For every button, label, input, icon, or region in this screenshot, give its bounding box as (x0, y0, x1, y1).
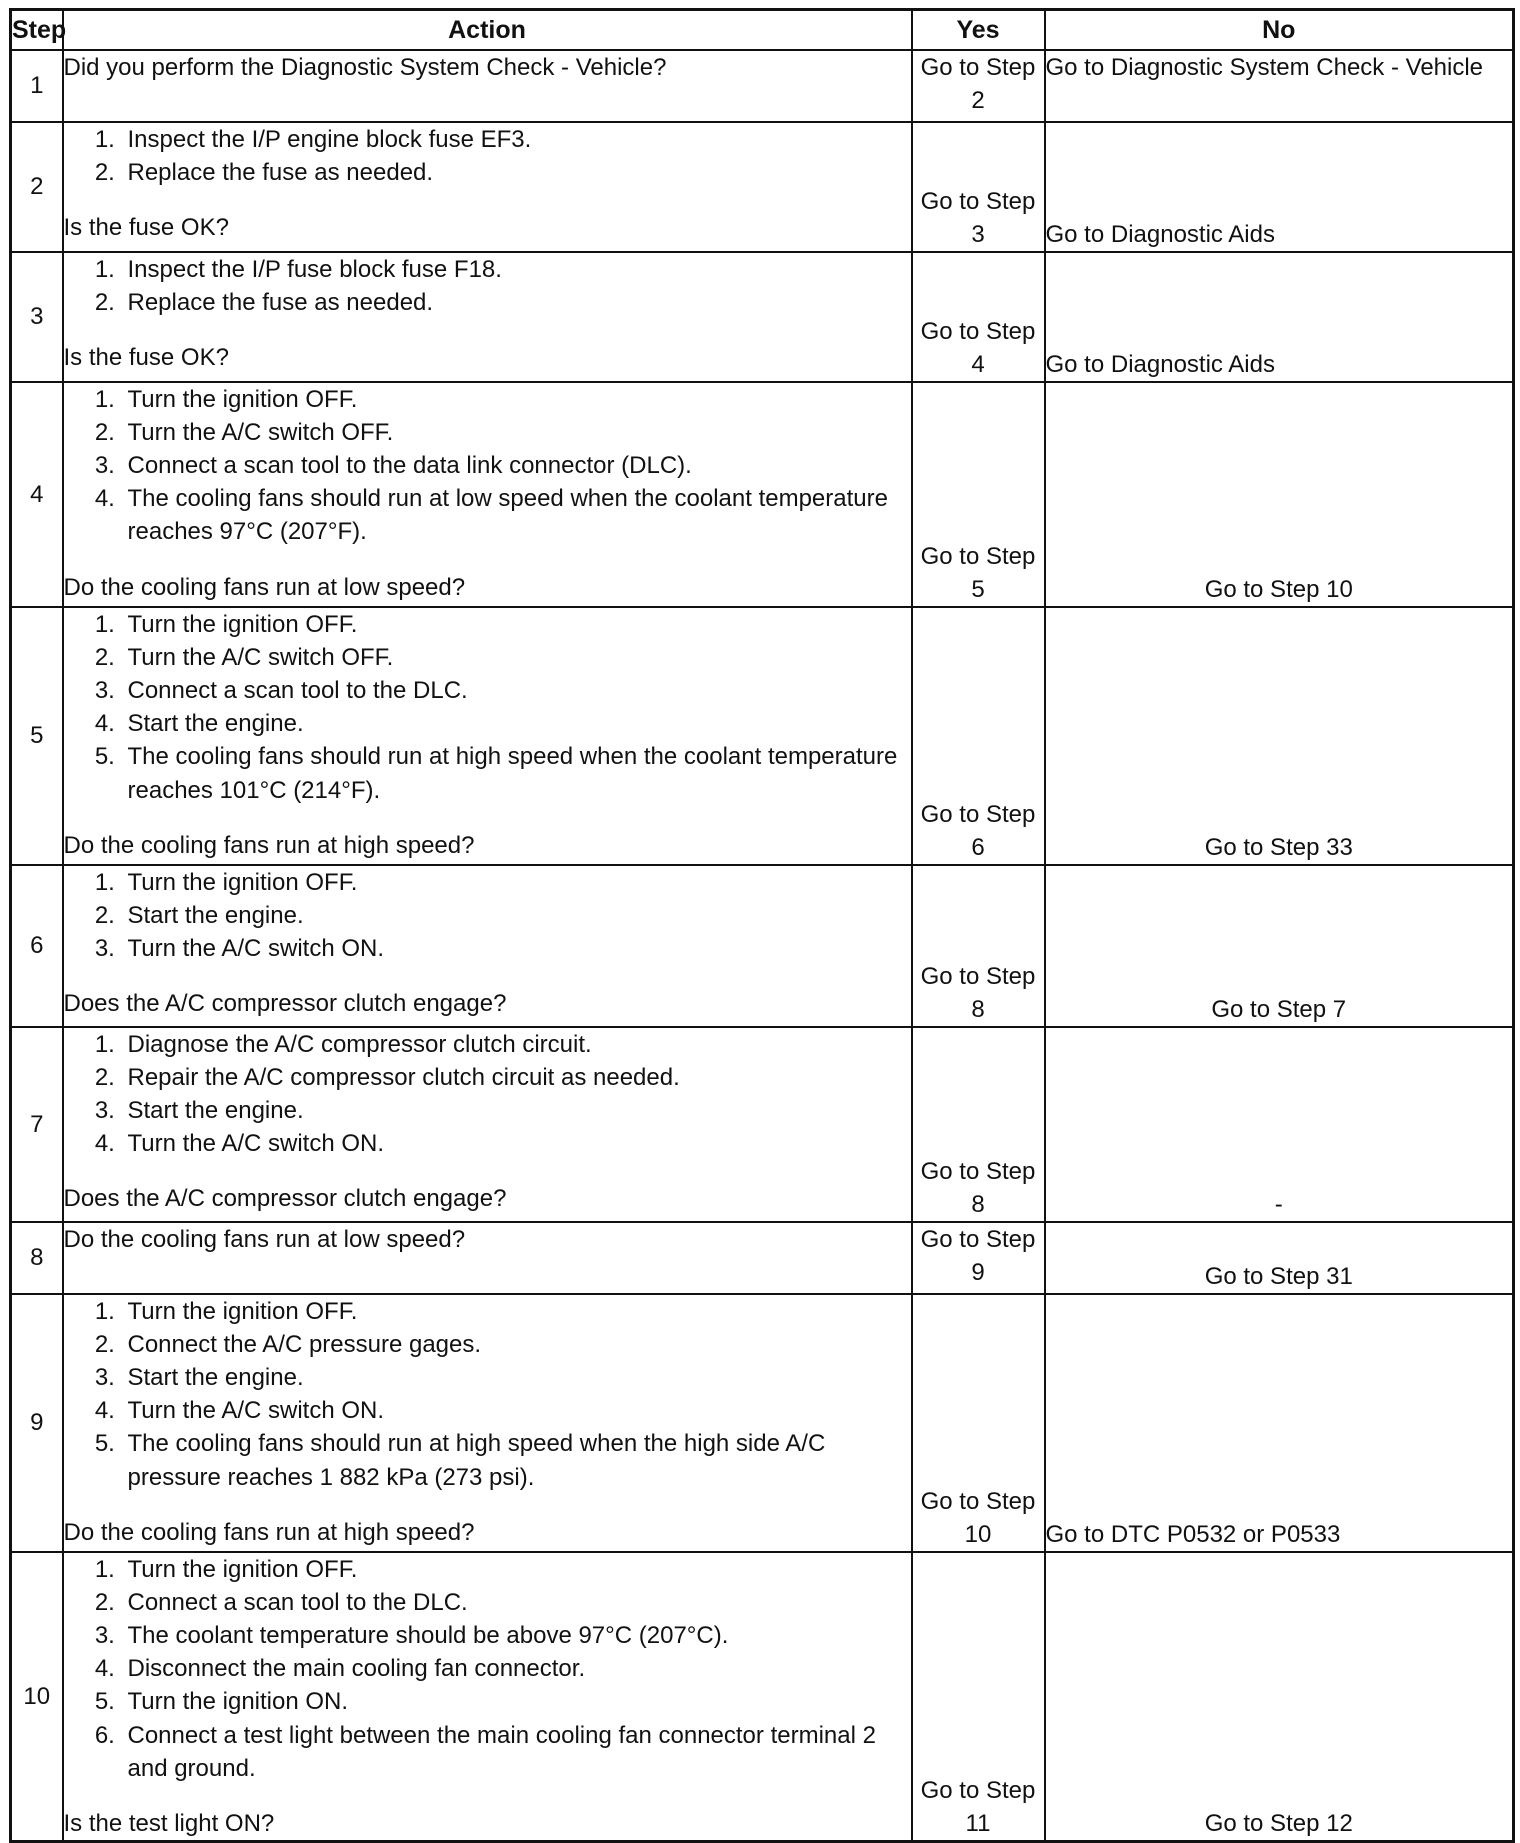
action-cell (63, 252, 912, 382)
action-step-item: 4. Start the engine. (122, 707, 911, 740)
action-step-item: 6. Connect a test light between the main cooling fan connector terminal 2 and ground. (122, 1719, 911, 1785)
action-step-item: 2. Replace the fuse as needed. (122, 286, 911, 319)
no-result: Go to Diagnostic Aids (1045, 252, 1514, 382)
action-step-item: 2. Connect a scan tool to the DLC. (122, 1586, 911, 1619)
action-step-item: 1. Inspect the I/P engine block fuse EF3. (122, 123, 911, 156)
yes-result: Go to Step 9 (912, 1222, 1045, 1294)
action-cell (63, 865, 912, 1027)
action-column-header: Action (63, 10, 912, 51)
yes-result: Go to Step 3 (912, 122, 1045, 252)
action-step-item: 1. Turn the ignition OFF. (122, 866, 911, 899)
table-row (11, 1222, 1514, 1294)
action-question: Is the test light ON? (63, 1809, 275, 1837)
yes-result: Go to Step 10 (912, 1294, 1045, 1552)
yes-result: Go to Step 8 (912, 1027, 1045, 1222)
action-cell (63, 1222, 912, 1294)
step-number: 9 (11, 1294, 63, 1552)
action-question: Do the cooling fans run at high speed? (63, 831, 475, 859)
table-row (11, 122, 1514, 252)
action-steps-list (64, 1028, 911, 1160)
action-cell (63, 50, 912, 122)
action-question: Did you perform the Diagnostic System Check - Vehicle? (63, 54, 667, 81)
action-step-item: 1. Turn the ignition OFF. (122, 1295, 911, 1328)
yes-result: Go to Step 2 (912, 50, 1045, 122)
action-step-item: 3. Connect a scan tool to the data link connector (DLC). (122, 449, 911, 482)
action-steps-list (64, 866, 911, 965)
action-step-item: 4. Turn the A/C switch ON. (122, 1394, 911, 1427)
action-steps-list (64, 123, 911, 189)
action-step-item: 1. Turn the ignition OFF. (122, 383, 911, 416)
no-result: - (1045, 1027, 1514, 1222)
action-cell (63, 122, 912, 252)
action-step-item: 3. The coolant temperature should be above 97°C (207°C). (122, 1619, 911, 1652)
action-step-item: 1. Inspect the I/P fuse block fuse F18. (122, 253, 911, 286)
yes-result: Go to Step 11 (912, 1552, 1045, 1841)
yes-column-header: Yes (912, 10, 1045, 51)
action-step-item: 2. Turn the A/C switch OFF. (122, 416, 911, 449)
action-step-item: 3. Turn the A/C switch ON. (122, 932, 911, 965)
step-number: 5 (11, 607, 63, 865)
action-steps-list (64, 608, 911, 807)
action-question: Do the cooling fans run at low speed? (63, 573, 466, 601)
table-row (11, 1552, 1514, 1841)
action-question: Does the A/C compressor clutch engage? (63, 1185, 507, 1213)
action-question: Do the cooling fans run at high speed? (63, 1518, 475, 1546)
action-step-item: 2. Turn the A/C switch OFF. (122, 641, 911, 674)
action-step-item: 2. Replace the fuse as needed. (122, 156, 911, 189)
action-step-item: 2. Start the engine. (122, 899, 911, 932)
action-cell (63, 382, 912, 607)
action-step-item: 1. Diagnose the A/C compressor clutch circuit. (122, 1028, 911, 1061)
action-step-item: 4. Disconnect the main cooling fan connector. (122, 1652, 911, 1685)
action-steps-list (64, 253, 911, 319)
step-number: 4 (11, 382, 63, 607)
action-step-item: 2. Connect the A/C pressure gages. (122, 1328, 911, 1361)
table-row (11, 1027, 1514, 1222)
action-cell (63, 1552, 912, 1841)
yes-result: Go to Step 5 (912, 382, 1045, 607)
action-question: Is the fuse OK? (63, 214, 229, 242)
step-number: 2 (11, 122, 63, 252)
no-result: Go to Step 7 (1045, 865, 1514, 1027)
no-result: Go to Step 12 (1045, 1552, 1514, 1841)
action-step-item: 2. Repair the A/C compressor clutch circuit as needed. (122, 1061, 911, 1094)
table-row (11, 252, 1514, 382)
step-number: 7 (11, 1027, 63, 1222)
no-column-header: No (1045, 10, 1514, 51)
step-number: 6 (11, 865, 63, 1027)
table-row (11, 382, 1514, 607)
no-result: Go to Step 33 (1045, 607, 1514, 865)
table-body (11, 50, 1514, 1841)
action-step-item: 5. The cooling fans should run at high speed when the coolant temperature reaches 101°C (214°F). (122, 740, 911, 806)
action-step-item: 3. Connect a scan tool to the DLC. (122, 674, 911, 707)
table-row (11, 865, 1514, 1027)
table-header-row (11, 10, 1514, 51)
yes-result: Go to Step 6 (912, 607, 1045, 865)
action-step-item: 4. Turn the A/C switch ON. (122, 1127, 911, 1160)
action-cell (63, 1294, 912, 1552)
action-question: Is the fuse OK? (63, 344, 229, 372)
no-result: Go to Diagnostic System Check - Vehicle (1045, 50, 1514, 122)
action-question: Do the cooling fans run at low speed? (63, 1226, 466, 1253)
diagnostic-table (9, 8, 1515, 1843)
action-step-item: 1. Turn the ignition OFF. (122, 1553, 911, 1586)
step-number: 8 (11, 1222, 63, 1294)
action-step-item: 4. The cooling fans should run at low speed when the coolant temperature reaches 97°C (207°F). (122, 482, 911, 548)
step-number: 10 (11, 1552, 63, 1841)
no-result: Go to Diagnostic Aids (1045, 122, 1514, 252)
table-row (11, 607, 1514, 865)
step-column-header: Step (11, 10, 63, 51)
action-step-item: 5. The cooling fans should run at high speed when the high side A/C pressure reaches 1 882 kPa (273 psi). (122, 1427, 911, 1493)
step-number: 1 (11, 50, 63, 122)
no-result: Go to Step 10 (1045, 382, 1514, 607)
action-steps-list (64, 383, 911, 549)
action-steps-list (64, 1295, 911, 1494)
no-result: Go to Step 31 (1045, 1222, 1514, 1294)
no-result: Go to DTC P0532 or P0533 (1045, 1294, 1514, 1552)
action-cell (63, 1027, 912, 1222)
action-step-item: 1. Turn the ignition OFF. (122, 608, 911, 641)
action-step-item: 3. Start the engine. (122, 1094, 911, 1127)
action-question: Does the A/C compressor clutch engage? (63, 990, 507, 1018)
yes-result: Go to Step 8 (912, 865, 1045, 1027)
action-cell (63, 607, 912, 865)
action-step-item: 5. Turn the ignition ON. (122, 1685, 911, 1718)
table-row (11, 50, 1514, 122)
step-number: 3 (11, 252, 63, 382)
table-row (11, 1294, 1514, 1552)
action-steps-list (64, 1553, 911, 1785)
yes-result: Go to Step 4 (912, 252, 1045, 382)
action-step-item: 3. Start the engine. (122, 1361, 911, 1394)
